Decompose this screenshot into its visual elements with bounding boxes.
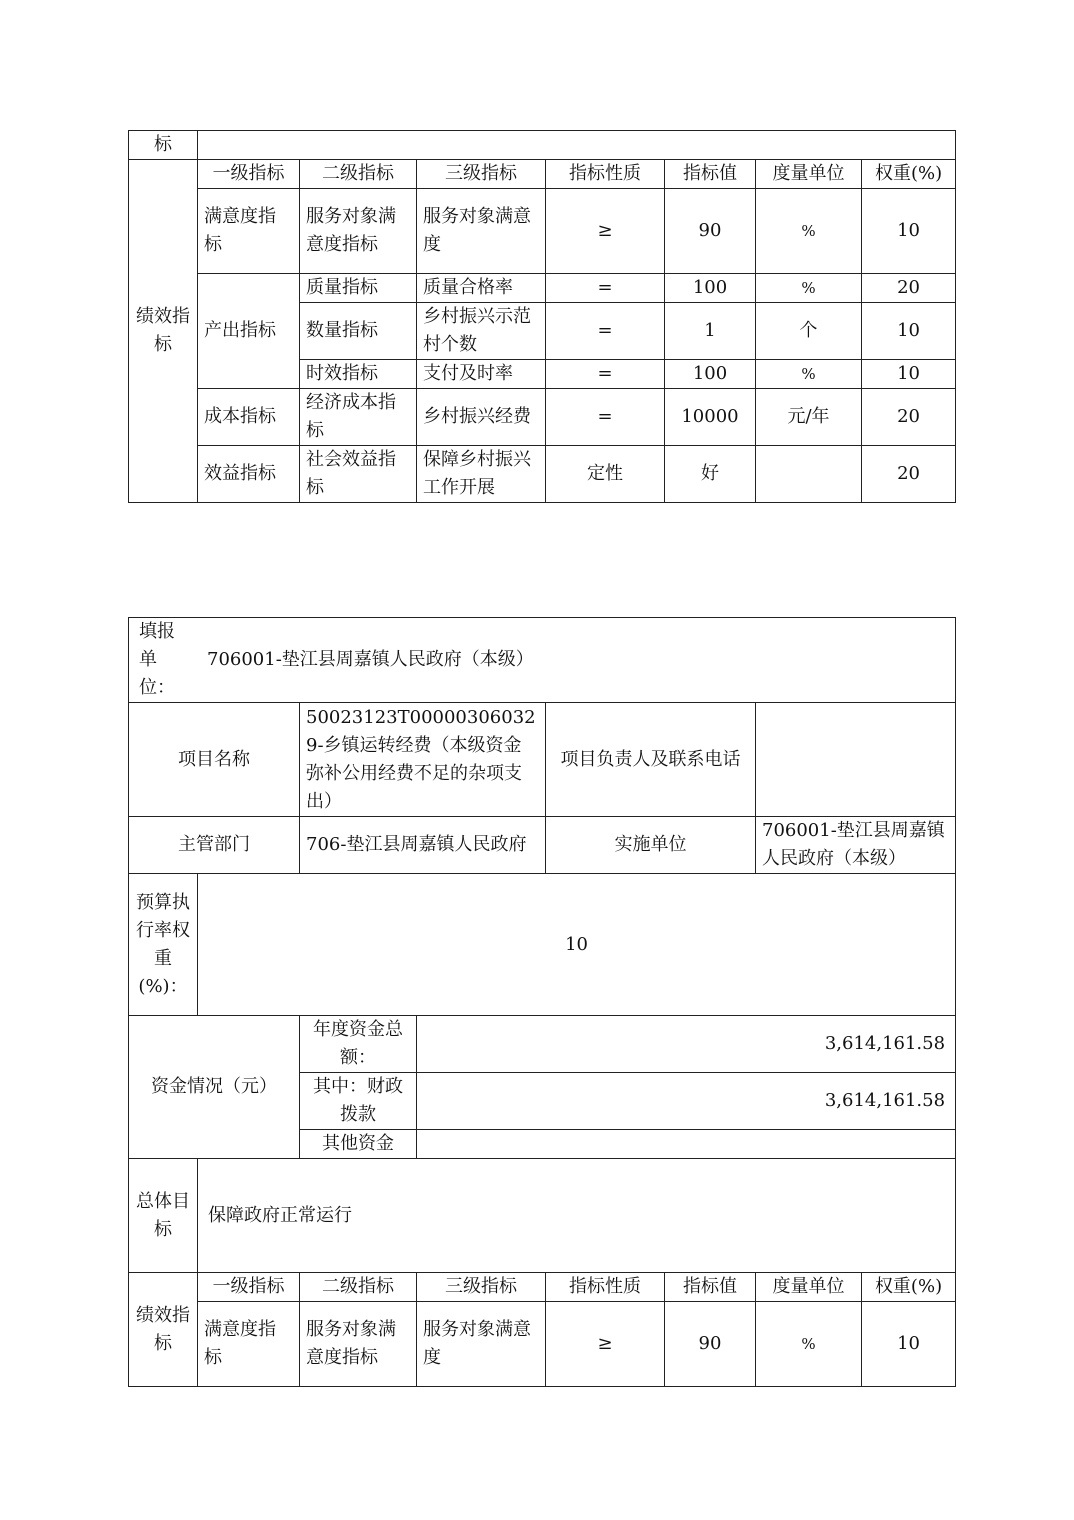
value-cell: 100 — [665, 360, 756, 389]
header-unit: 度量单位 — [756, 160, 862, 189]
value-cell: 100 — [665, 274, 756, 303]
table-row — [129, 389, 956, 446]
fiscal-label: 其中：财政拨款 — [300, 1073, 417, 1130]
l3-cell: 服务对象满意度 — [417, 1302, 546, 1387]
fiscal-value: 3,614,161.58 — [417, 1073, 956, 1130]
l3-cell: 保障乡村振兴工作开展 — [417, 446, 546, 503]
weight-cell: 10 — [862, 1302, 956, 1387]
performance-side-label: 绩效指标 — [129, 1273, 198, 1387]
annual-total-label: 年度资金总额： — [300, 1016, 417, 1073]
l1-cell: 满意度指标 — [198, 189, 300, 274]
nature-cell: = — [546, 389, 665, 446]
weight-cell: 20 — [862, 446, 956, 503]
header-l1: 一级指标 — [198, 1273, 300, 1302]
weight-cell: 10 — [862, 360, 956, 389]
other-funds-value — [417, 1130, 956, 1159]
l1-cell: 满意度指标 — [198, 1302, 300, 1387]
contact-label: 项目负责人及联系电话 — [546, 703, 756, 817]
header-l3: 三级指标 — [417, 1273, 546, 1302]
goal-value-cell — [198, 131, 956, 160]
impl-value: 706001-垫江县周嘉镇人民政府（本级） — [756, 817, 956, 874]
l2-cell: 质量指标 — [300, 274, 417, 303]
funds-label: 资金情况（元） — [129, 1016, 300, 1159]
goal-value: 保障政府正常运行 — [198, 1159, 956, 1273]
weight-cell: 10 — [862, 189, 956, 274]
l3-cell: 质量合格率 — [417, 274, 546, 303]
nature-cell: = — [546, 303, 665, 360]
unit-cell: % — [756, 360, 862, 389]
l1-cell: 产出指标 — [198, 274, 300, 389]
table-row — [129, 189, 956, 274]
l1-cell: 效益指标 — [198, 446, 300, 503]
table-row — [129, 274, 956, 303]
table-row — [129, 446, 956, 503]
header-l2: 二级指标 — [300, 160, 417, 189]
l2-cell: 服务对象满意度指标 — [300, 189, 417, 274]
l3-cell: 支付及时率 — [417, 360, 546, 389]
annual-total-value: 3,614,161.58 — [417, 1016, 956, 1073]
header-value: 指标值 — [665, 160, 756, 189]
project-name-label: 项目名称 — [129, 703, 300, 817]
weight-cell: 20 — [862, 274, 956, 303]
impl-label: 实施单位 — [546, 817, 756, 874]
l3-cell: 服务对象满意度 — [417, 189, 546, 274]
header-weight: 权重(%) — [862, 1273, 956, 1302]
budget-rate-value: 10 — [198, 874, 956, 1016]
other-funds-label: 其他资金 — [300, 1130, 417, 1159]
nature-cell: ≥ — [546, 1302, 665, 1387]
weight-cell: 10 — [862, 303, 956, 360]
header-l1: 一级指标 — [198, 160, 300, 189]
dept-value: 706-垫江县周嘉镇人民政府 — [300, 817, 546, 874]
header-l2: 二级指标 — [300, 1273, 417, 1302]
unit-cell: 元/年 — [756, 389, 862, 446]
performance-table-continued — [128, 130, 956, 503]
unit-cell: % — [756, 1302, 862, 1387]
nature-cell: 定性 — [546, 446, 665, 503]
goal-label: 总体目标 — [129, 1159, 198, 1273]
performance-side-label: 绩效指标 — [129, 160, 198, 503]
project-name-value: 50023123T000003060329-乡镇运转经费（本级资金弥补公用经费不足的杂项支出） — [300, 703, 546, 817]
header-nature: 指标性质 — [546, 1273, 665, 1302]
unit-cell: % — [756, 189, 862, 274]
header-nature: 指标性质 — [546, 160, 665, 189]
weight-cell: 20 — [862, 389, 956, 446]
l2-cell: 经济成本指标 — [300, 389, 417, 446]
project-performance-table — [128, 617, 956, 1387]
fill-unit-row — [129, 618, 956, 703]
goal-label-fragment: 标 — [129, 131, 198, 160]
value-cell: 好 — [665, 446, 756, 503]
contact-value — [756, 703, 956, 817]
nature-cell: ≥ — [546, 189, 665, 274]
table-row — [129, 1302, 956, 1387]
l2-cell: 社会效益指标 — [300, 446, 417, 503]
dept-label: 主管部门 — [129, 817, 300, 874]
l1-cell: 成本指标 — [198, 389, 300, 446]
l3-cell: 乡村振兴示范村个数 — [417, 303, 546, 360]
l3-cell: 乡村振兴经费 — [417, 389, 546, 446]
l2-cell: 数量指标 — [300, 303, 417, 360]
unit-cell: % — [756, 274, 862, 303]
l2-cell: 服务对象满意度指标 — [300, 1302, 417, 1387]
nature-cell: = — [546, 360, 665, 389]
value-cell: 1 — [665, 303, 756, 360]
fill-unit-value: 706001-垫江县周嘉镇人民政府（本级） — [207, 649, 534, 670]
budget-rate-label: 预算执行率权重(%)： — [129, 874, 198, 1016]
fill-unit-label: 填报单位： — [139, 621, 175, 698]
l2-cell: 时效指标 — [300, 360, 417, 389]
unit-cell: 个 — [756, 303, 862, 360]
nature-cell: = — [546, 274, 665, 303]
header-weight: 权重(%) — [862, 160, 956, 189]
header-unit: 度量单位 — [756, 1273, 862, 1302]
value-cell: 90 — [665, 189, 756, 274]
header-value: 指标值 — [665, 1273, 756, 1302]
header-l3: 三级指标 — [417, 160, 546, 189]
unit-cell — [756, 446, 862, 503]
value-cell: 90 — [665, 1302, 756, 1387]
value-cell: 10000 — [665, 389, 756, 446]
